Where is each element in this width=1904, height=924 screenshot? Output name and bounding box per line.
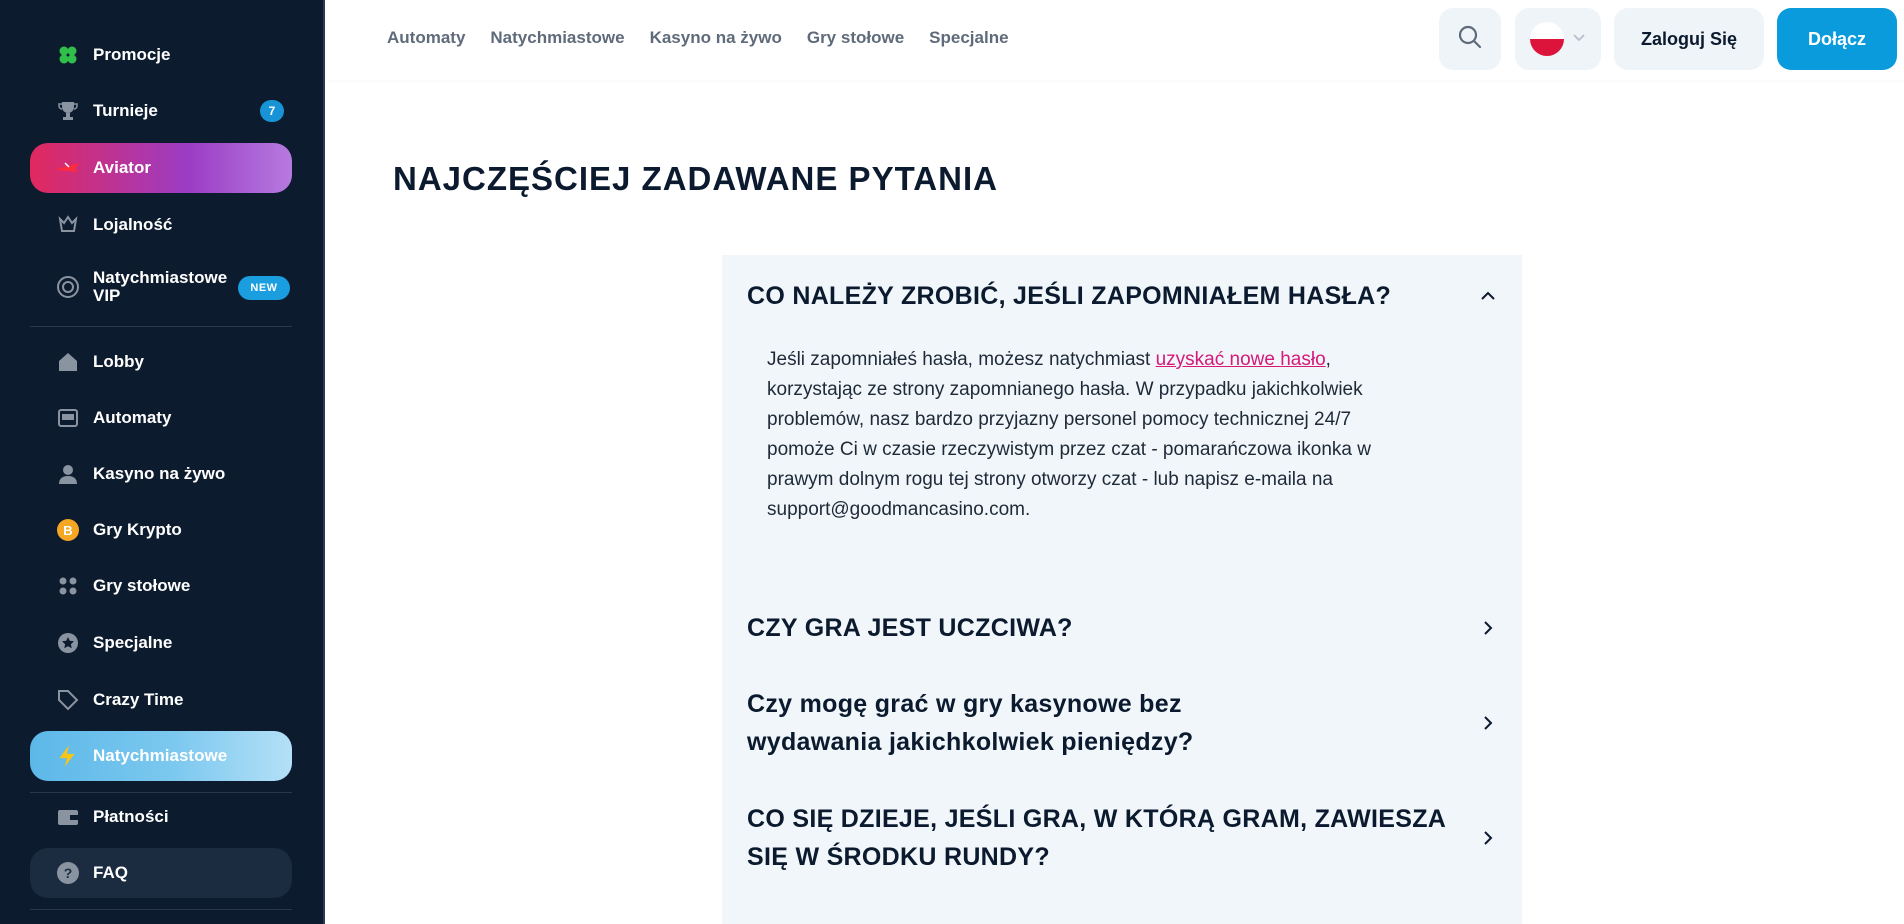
plane-icon [55, 155, 81, 181]
sidebar-divider [30, 909, 292, 910]
faq-list [722, 255, 1522, 924]
sidebar-item-lojalnosc[interactable] [30, 200, 292, 250]
dealer-icon [55, 461, 81, 487]
sidebar-item-label: Kasyno na żywo [93, 464, 226, 483]
nav-kasyno-na-zywo[interactable]: Kasyno na żywo [649, 28, 782, 47]
nav-automaty[interactable]: Automaty [387, 28, 466, 47]
sidebar-item-label: Gry Krypto [93, 520, 182, 539]
svg-text:?: ? [63, 865, 73, 881]
sidebar-item-specjalne[interactable] [30, 618, 292, 668]
question-icon [55, 860, 81, 886]
vip-icon [55, 274, 81, 300]
sidebar-item-label: Automaty [93, 408, 172, 427]
sidebar-item-gry-stolowe[interactable] [30, 561, 292, 611]
reset-password-link[interactable]: uzyskać nowe hasło [1155, 349, 1326, 370]
sidebar-divider [30, 326, 292, 327]
sidebar-item-label: Płatności [93, 807, 169, 826]
faq-question-3[interactable]: Czy mogę grać w gry kasynowe bez wydawania jakichkolwiek pieniędzy? [747, 690, 1194, 756]
lightning-icon [55, 743, 81, 769]
sidebar-item-kasyno-na-zywo[interactable] [30, 449, 292, 499]
clover-icon [55, 42, 81, 68]
sidebar-item-crazy-time[interactable] [30, 675, 292, 725]
sidebar-item-label: Lobby [93, 352, 144, 371]
sidebar-item-automaty[interactable] [30, 393, 292, 443]
tag-icon [55, 687, 81, 713]
sidebar-item-natychmiastowe-vip[interactable] [30, 262, 292, 312]
svg-text:B: B [63, 523, 73, 538]
cards-icon [55, 573, 81, 599]
star-icon [55, 630, 81, 656]
answer-text-start: Jeśli zapomniałeś hasła, możesz natychmiast [767, 349, 1156, 370]
count-badge: 7 [260, 100, 284, 122]
top-header [327, 0, 1904, 80]
page-title: NAJCZĘŚCIEJ ZADAWANE PYTANIA [393, 160, 998, 197]
home-icon [55, 349, 81, 375]
faq-question-1[interactable]: CO NALEŻY ZROBIĆ, JEŚLI ZAPOMNIAŁEM HASŁA? [747, 282, 1392, 310]
poland-flag-icon [1530, 22, 1564, 56]
loyalty-icon [55, 212, 81, 238]
nav-specjalne[interactable]: Specjalne [929, 28, 1009, 47]
slot-machine-icon [55, 405, 81, 431]
chevron-right-icon[interactable] [1476, 826, 1500, 850]
language-selector[interactable] [1515, 8, 1601, 70]
wallet-icon [55, 804, 81, 830]
chevron-right-icon[interactable] [1476, 711, 1500, 735]
faq-question-2[interactable]: CZY GRA JEST UCZCIWA? [747, 614, 1073, 642]
sidebar-item-label: FAQ [93, 863, 128, 882]
sidebar-item-label: Specjalne [93, 633, 173, 652]
sidebar-item-turnieje[interactable] [30, 86, 292, 136]
sidebar-item-faq[interactable] [30, 848, 292, 898]
search-button[interactable] [1439, 8, 1501, 70]
chevron-up-icon[interactable] [1476, 284, 1500, 308]
sidebar-item-natychmiastowe[interactable] [30, 731, 292, 781]
answer-text-end: , korzystając ze strony zapomnianego hasła. W przypadku jakichkolwiek problemów, nasz bardzo przyjazny personel pomocy technicznej 24/7 pomoże Ci w czasie rzeczywistym przez czat - pomarańczowa ikonka w prawym dolnym rogu tej strony otworzy czat - lub napisz e-maila na support@goodmancasino.com. [767, 349, 1371, 520]
sidebar-item-label: Natychmiastowe [93, 746, 228, 765]
sidebar-item-label: Gry stołowe [93, 576, 191, 595]
sidebar-item-platnosci[interactable] [30, 792, 292, 842]
top-nav [387, 28, 1009, 48]
sidebar-item-label: Lojalność [93, 215, 173, 234]
sidebar-item-label: Promocje [93, 45, 171, 64]
search-icon [1456, 23, 1484, 56]
login-button[interactable]: Zaloguj Się [1614, 8, 1764, 70]
bitcoin-icon [55, 517, 81, 543]
sidebar [0, 0, 325, 924]
sidebar-item-label: Turnieje [93, 101, 158, 120]
sidebar-item-aviator[interactable] [30, 143, 292, 193]
faq-question-4[interactable]: CO SIĘ DZIEJE, JEŚLI GRA, W KTÓRĄ GRAM, ZAWIESZA SIĘ W ŚRODKU RUNDY? [747, 805, 1446, 871]
join-button[interactable]: Dołącz [1777, 8, 1897, 70]
sidebar-item-lobby[interactable] [30, 337, 292, 387]
faq-answer-1 [767, 345, 1407, 525]
chevron-right-icon[interactable] [1476, 616, 1500, 640]
trophy-icon [55, 98, 81, 124]
sidebar-item-label: Aviator [93, 158, 151, 177]
sidebar-item-promocje[interactable] [30, 30, 292, 80]
chevron-down-icon [1572, 30, 1586, 49]
sidebar-item-gry-krypto[interactable] [30, 505, 292, 555]
new-badge: NEW [238, 276, 290, 300]
sidebar-item-label: Natychmiastowe VIP [93, 268, 228, 305]
nav-natychmiastowe[interactable]: Natychmiastowe [490, 28, 625, 47]
sidebar-item-label: Crazy Time [93, 690, 184, 709]
nav-gry-stolowe[interactable]: Gry stołowe [806, 28, 905, 47]
